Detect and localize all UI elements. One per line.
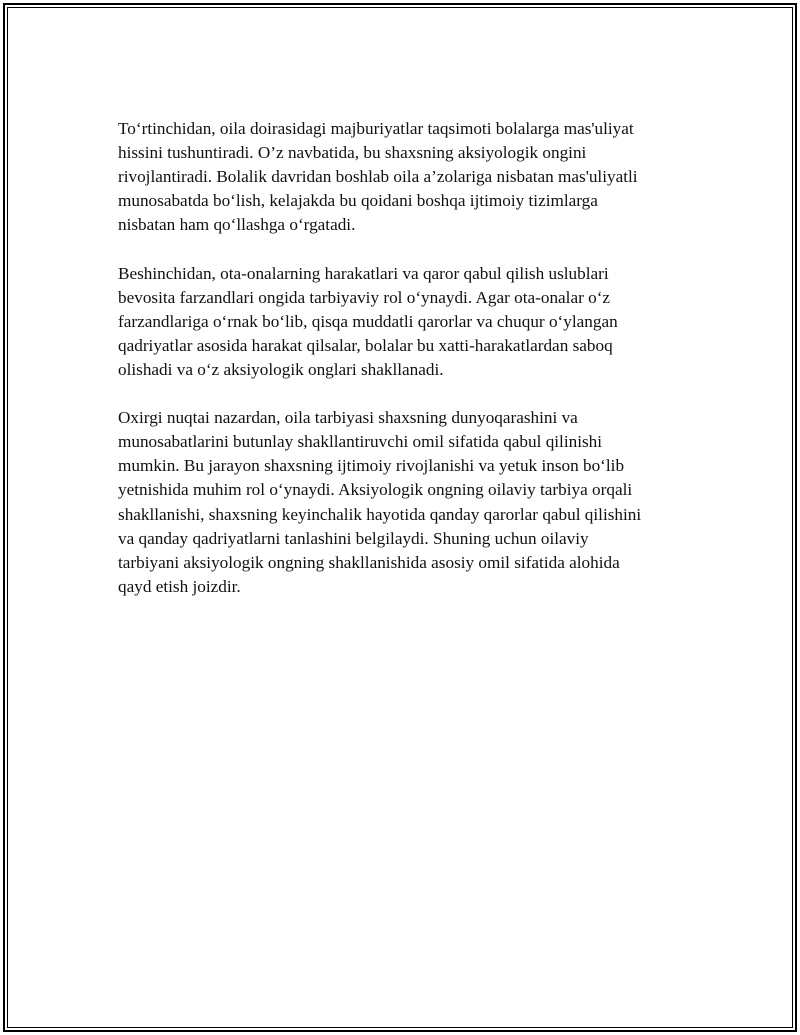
- text-line: Beshinchidan, ota-onalarning harakatlari va qaror qabul qilish uslublari: [118, 263, 609, 283]
- text-line: tarbiyani aksiyologik ongning shakllanishida asosiy omil sifatida alohida: [118, 552, 620, 572]
- text-line: hissini tushuntiradi. O’z navbatida, bu shaxsning aksiyologik ongini: [118, 143, 587, 163]
- text-line: va qanday qadriyatlarni tanlashini belgilaydi. Shuning uchun oilaviy: [118, 528, 589, 548]
- text-line: qadriyatlar asosida harakat qilsalar, bolalar bu xatti-harakatlardan saboq: [118, 335, 613, 355]
- text-line: Oxirgi nuqtai nazardan, oila tarbiyasi shaxsning dunyoqarashini va: [118, 408, 578, 428]
- paragraph-1: [118, 117, 693, 237]
- text-line: mumkin. Bu jarayon shaxsning ijtimoiy rivojlanishi va yetuk inson bo‘lib: [118, 456, 625, 476]
- text-line: olishadi va o‘z aksiyologik onglari shakllanadi.: [118, 359, 444, 379]
- text-line: rivojlantiradi. Bolalik davridan boshlab oila a’zolariga nisbatan mas'uliyatli: [118, 167, 638, 187]
- text-line: qayd etish joizdir.: [118, 576, 241, 596]
- text-line: munosabatlarini butunlay shakllantiruvchi omil sifatida qabul qilinishi: [118, 432, 603, 452]
- paragraph-3: [118, 406, 693, 599]
- text-line: munosabatda bo‘lish, kelajakda bu qoidani boshqa ijtimoiy tizimlarga: [118, 191, 598, 211]
- text-line: farzandlariga o‘rnak bo‘lib, qisqa muddatli qarorlar va chuqur o‘ylangan: [118, 311, 618, 331]
- text-line: yetnishida muhim rol o‘ynaydi. Aksiyologik ongning oilaviy tarbiya orqali: [118, 480, 633, 500]
- text-line: bevosita farzandlari ongida tarbiyaviy rol o‘ynaydi. Agar ota-onalar o‘z: [118, 287, 611, 307]
- text-line: shakllanishi, shaxsning keyinchalik hayotida qanday qarorlar qabul qilishini: [118, 504, 642, 524]
- document-body: [118, 117, 693, 623]
- text-line: To‘rtinchidan, oila doirasidagi majburiyatlar taqsimoti bolalarga mas'uliyat: [118, 119, 634, 138]
- text-line: nisbatan ham qo‘llashga o‘rgatadi.: [118, 215, 356, 235]
- paragraph-2: [118, 262, 693, 382]
